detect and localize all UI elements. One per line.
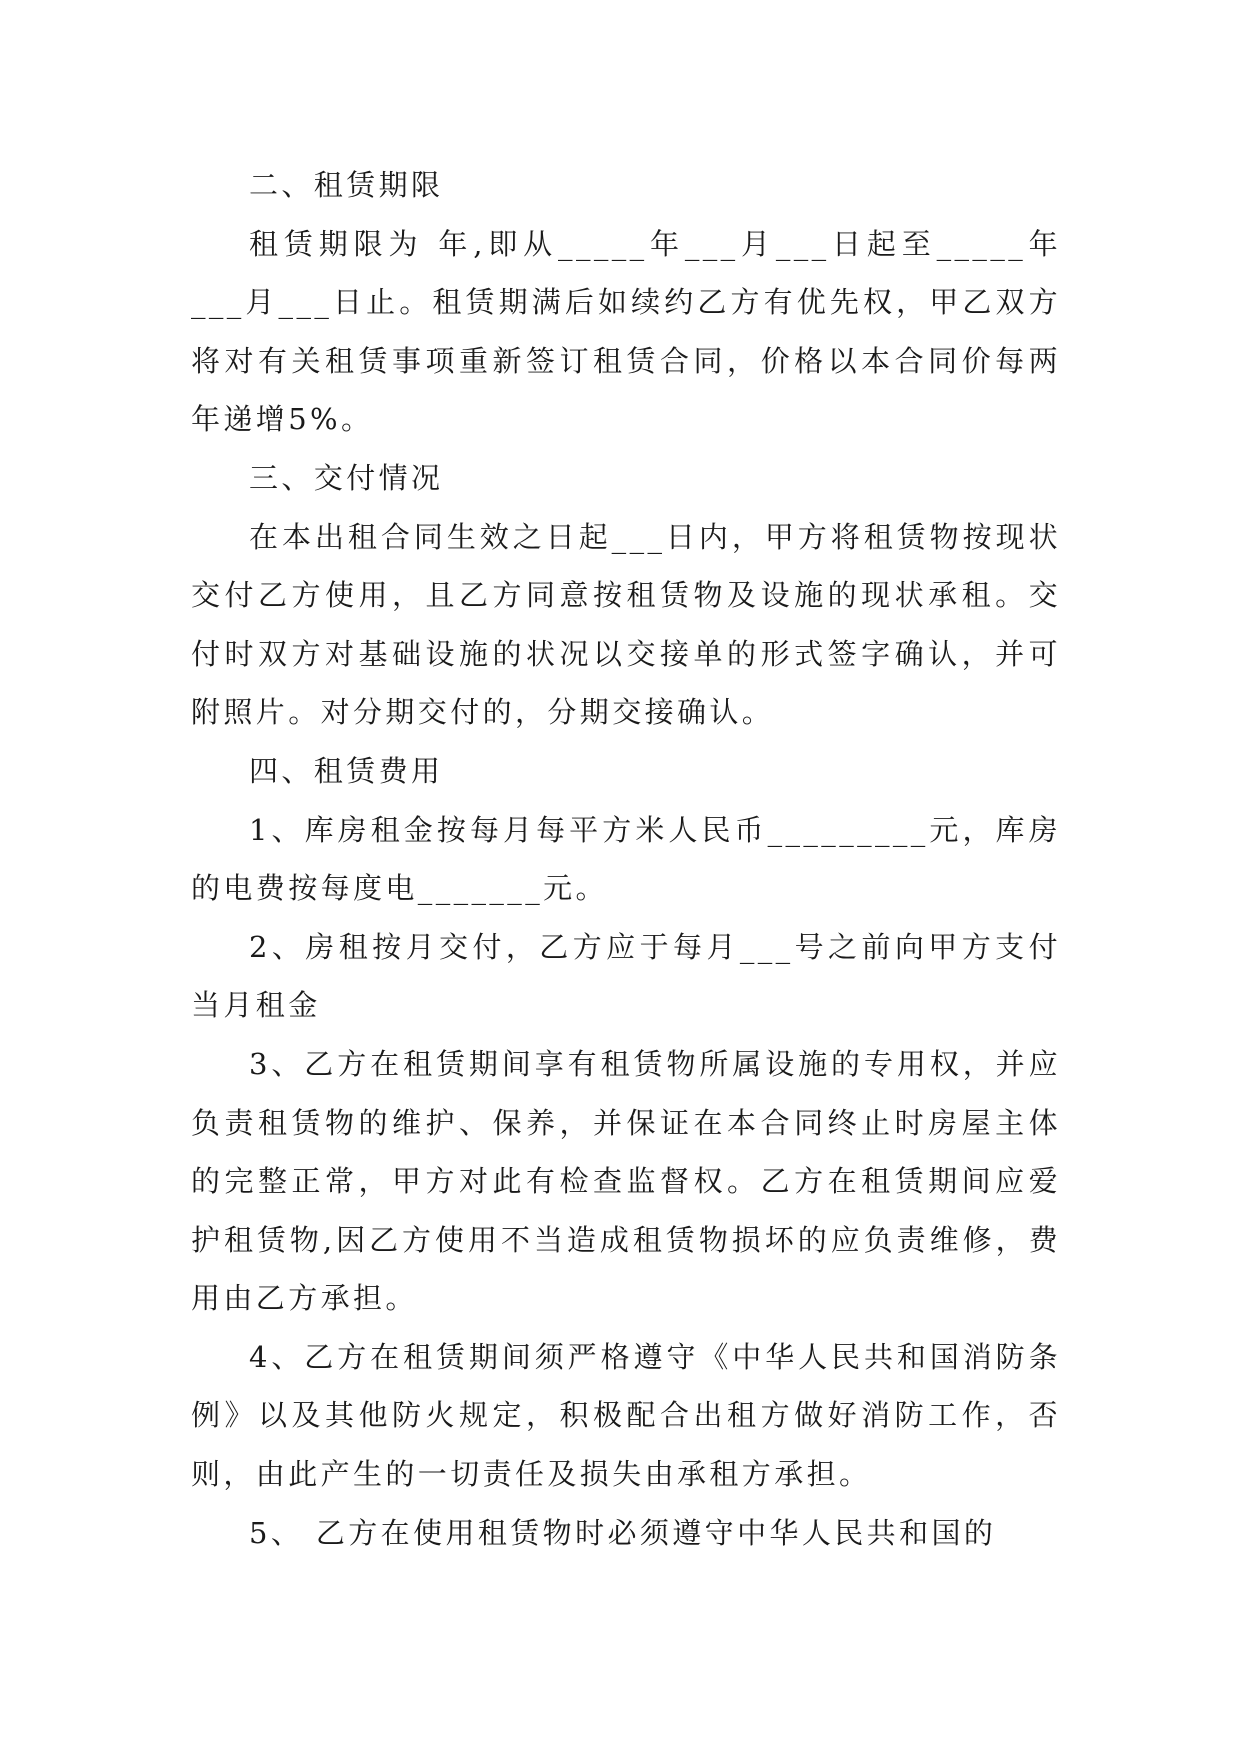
clause-4-fire-safety: 4、乙方在租赁期间须严格遵守《中华人民共和国消防条例》以及其他防火规定，积极配合出租方做好消防工作，否则，由此产生的一切责任及损失由承租方承担。 bbox=[191, 1339, 1061, 1492]
clause-5-usage: 5、 乙方在使用租赁物时必须遵守中华人民共和国的 bbox=[249, 1515, 997, 1550]
section-heading-lease-fees: 四、租赁费用 bbox=[249, 753, 444, 788]
section-heading-delivery: 三、交付情况 bbox=[249, 460, 444, 495]
clause-3-maintenance: 3、乙方在租赁期间享有租赁物所属设施的专用权，并应负责租赁物的维护、保养，并保证在本合同终止时房屋主体的完整正常，甲方对此有检查监督权。乙方在租赁期间应爱护租赁物,因乙方使用不当造成租赁物损坏的应负责维修，费用由乙方承担。 bbox=[191, 1046, 1061, 1316]
document-body bbox=[191, 156, 1061, 1562]
clause-2-payment-date: 2、房租按月交付，乙方应于每月___号之前向甲方支付当月租金 bbox=[191, 929, 1061, 1023]
clause-1-rent-rate: 1、库房租金按每月每平方米人民币_________元，库房的电费按每度电_______元。 bbox=[191, 812, 1061, 906]
paragraph-delivery: 在本出租合同生效之日起___日内，甲方将租赁物按现状交付乙方使用，且乙方同意按租赁物及设施的现状承租。交付时双方对基础设施的状况以交接单的形式签字确认，并可附照片。对分期交付的，分期交接确认。 bbox=[191, 519, 1061, 730]
paragraph-lease-term: 租赁期限为 年,即从_____年___月___日起至_____年___月___日止。租赁期满后如续约乙方有优先权，甲乙双方将对有关租赁事项重新签订租赁合同，价格以本合同价每两年递增5%。 bbox=[191, 226, 1061, 437]
section-heading-lease-term: 二、租赁期限 bbox=[249, 168, 444, 202]
